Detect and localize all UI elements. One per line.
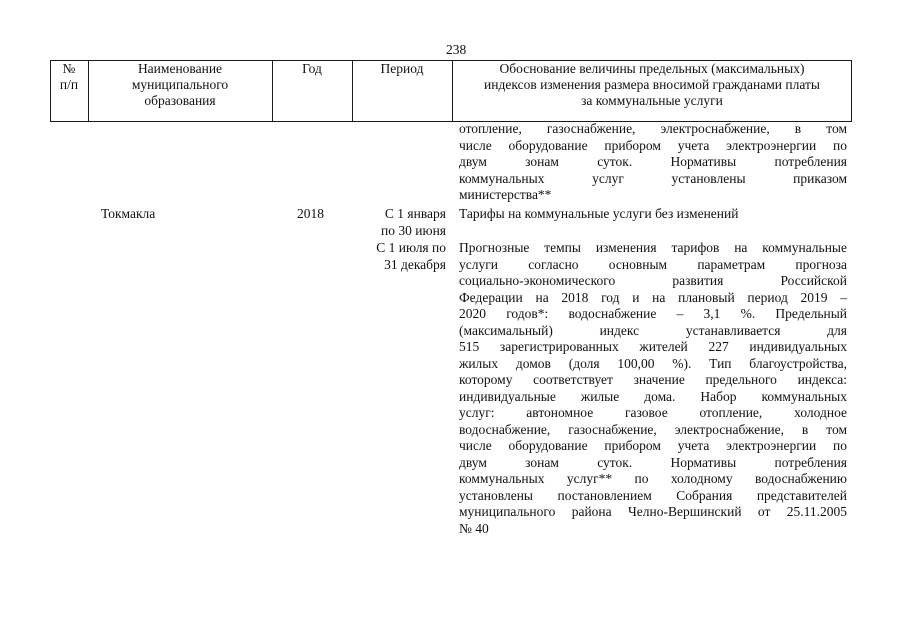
header-justification-line: индексов изменения размера вносимой гражданами платы: [484, 77, 820, 92]
entry-text-line: 515 зарегистрированных жителей 227 индивидуальных: [459, 339, 847, 354]
entry-text-line: социально-экономического развития Российской: [459, 273, 847, 288]
header-justification-line: за коммунальные услуги: [581, 93, 723, 108]
header-num: [50, 61, 88, 93]
header-name-line: Наименование: [137, 61, 223, 76]
continuation-line: отопление, газоснабжение, электроснабжение, в том: [459, 121, 847, 136]
continuation-line: коммунальных услуг установлены приказом: [459, 170, 847, 186]
entry-text-line: установлены постановлением Собрания представителей: [459, 487, 847, 503]
entry-text-second: [459, 240, 847, 537]
entry-text-line: жилых домов (доля 100,00 %). Тип благоустройства,: [459, 355, 847, 371]
entry-text-line: которому соответствует значение предельного индекса:: [459, 372, 847, 387]
entry-text-line: муниципального района Челно-Вершинский от 25.11.2005: [459, 504, 847, 519]
period-line: С 1 июля по: [376, 240, 446, 255]
header-year: [272, 61, 352, 77]
header-num-line: №: [62, 61, 76, 76]
entry-text-first: Тарифы на коммунальные услуги без изменений: [459, 206, 739, 221]
entry-text-line: коммунальных услуг** по холодному водоснабжению: [459, 471, 847, 486]
period-line: по 30 июня: [381, 222, 446, 238]
header-name-line: образования: [144, 93, 216, 108]
entry-text-line: Прогнозные темпы изменения тарифов на коммунальные: [459, 240, 847, 255]
period-line: С 1 января: [384, 206, 446, 221]
entry-text-line: услуг: автономное газовое отопление, холодное: [459, 405, 847, 420]
entry-text-line: услуги согласно основным параметрам прогноза: [459, 256, 847, 272]
entry-text-line: № 40: [459, 520, 489, 536]
entry-text-line: Федерации на 2018 год и на плановый период 2019 –: [459, 289, 847, 305]
period-first-half: [356, 206, 446, 239]
entry-text-line: водоснабжение, газоснабжение, электроснабжение, в том: [459, 421, 847, 437]
entry-text-line: индивидуальные жилые дома. Набор коммунальных: [459, 388, 847, 404]
header-name: [88, 61, 272, 109]
header-num-line: п/п: [59, 77, 79, 92]
period-line: 31 декабря: [384, 256, 446, 272]
entry-text-line: числе оборудование прибором учета электроэнергии по: [459, 438, 847, 453]
header-year-line: Год: [302, 61, 322, 76]
entry-text-line: двум зонам суток. Нормативы потребления: [459, 454, 847, 470]
header-justification-line: Обоснование величины предельных (максимальных): [499, 61, 805, 76]
period-second-half: [356, 240, 446, 273]
continuation-line: двум зонам суток. Нормативы потребления: [459, 154, 847, 169]
entry-text-line: 2020 годов*: водоснабжение – 3,1 %. Предельный: [459, 306, 847, 321]
continuation-line: числе оборудование прибором учета электроэнергии по: [459, 137, 847, 153]
header-period-line: Период: [380, 61, 424, 76]
entry-year: 2018: [297, 206, 324, 221]
header-period: [352, 61, 452, 77]
entry-text-line: (максимальный) индекс устанавливается для: [459, 322, 847, 338]
municipality-name: Токмакла: [101, 206, 156, 221]
continuation-text: [459, 121, 847, 204]
page-number: 238: [446, 42, 467, 57]
continuation-line: министерства**: [459, 187, 552, 202]
header-name-line: муниципального: [131, 77, 229, 92]
header-justification: [452, 61, 852, 109]
